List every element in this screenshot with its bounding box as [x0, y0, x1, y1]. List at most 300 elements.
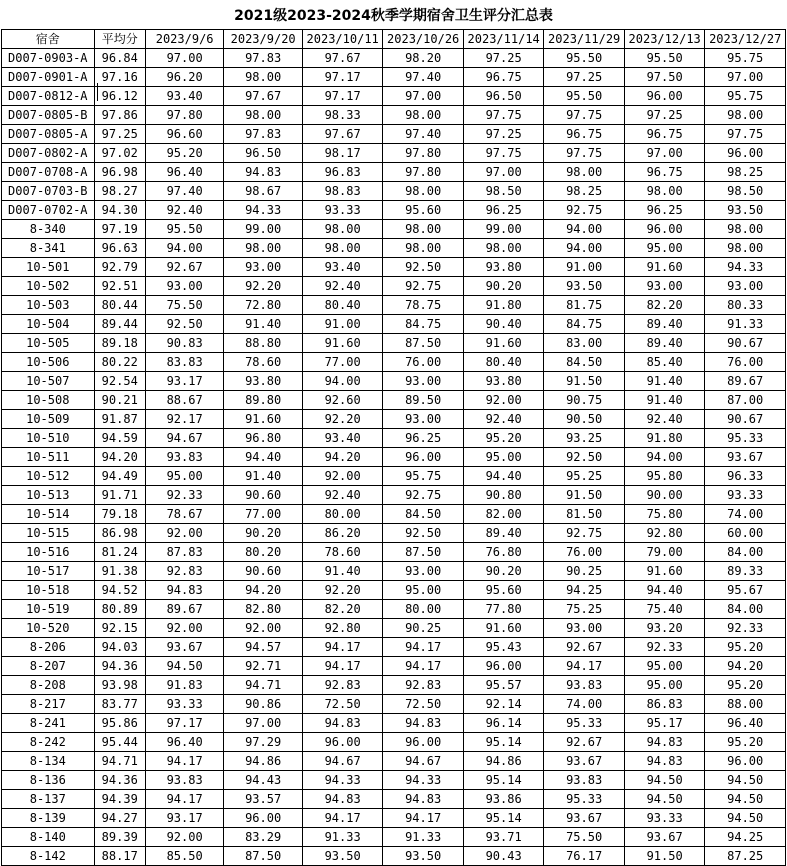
- score-cell[interactable]: 91.60: [624, 562, 705, 581]
- score-cell[interactable]: 94.50: [705, 771, 786, 790]
- score-cell[interactable]: 92.75: [544, 524, 625, 543]
- average-cell[interactable]: 94.39: [94, 790, 145, 809]
- score-cell[interactable]: 94.83: [224, 163, 303, 182]
- score-cell[interactable]: 95.20: [705, 638, 786, 657]
- average-cell[interactable]: 79.18: [94, 505, 145, 524]
- dorm-cell[interactable]: 8-140: [2, 828, 95, 847]
- score-cell[interactable]: 95.00: [383, 581, 464, 600]
- score-cell[interactable]: 92.75: [383, 277, 464, 296]
- score-cell[interactable]: 90.86: [224, 695, 303, 714]
- average-cell[interactable]: 95.86: [94, 714, 145, 733]
- score-cell[interactable]: 93.67: [145, 638, 224, 657]
- score-cell[interactable]: 95.50: [544, 49, 625, 68]
- score-cell[interactable]: 84.75: [383, 315, 464, 334]
- score-cell[interactable]: 96.75: [463, 68, 544, 87]
- score-cell[interactable]: 91.80: [624, 429, 705, 448]
- score-cell[interactable]: 94.83: [302, 790, 383, 809]
- average-cell[interactable]: 80.44: [94, 296, 145, 315]
- score-cell[interactable]: 94.17: [145, 790, 224, 809]
- score-cell[interactable]: 78.60: [302, 543, 383, 562]
- score-cell[interactable]: 82.00: [463, 505, 544, 524]
- score-cell[interactable]: 92.40: [463, 410, 544, 429]
- dorm-cell[interactable]: D007-0901-A: [2, 68, 95, 87]
- score-cell[interactable]: 80.00: [302, 505, 383, 524]
- score-cell[interactable]: 91.40: [302, 562, 383, 581]
- score-cell[interactable]: 94.83: [145, 581, 224, 600]
- average-cell[interactable]: 97.25: [94, 125, 145, 144]
- score-cell[interactable]: 96.83: [302, 163, 383, 182]
- score-cell[interactable]: 89.50: [383, 391, 464, 410]
- score-cell[interactable]: 90.75: [544, 391, 625, 410]
- score-cell[interactable]: 94.40: [624, 581, 705, 600]
- score-cell[interactable]: 92.80: [624, 524, 705, 543]
- score-cell[interactable]: 75.25: [544, 600, 625, 619]
- score-cell[interactable]: 94.20: [302, 448, 383, 467]
- score-cell[interactable]: 93.00: [705, 277, 786, 296]
- dorm-cell[interactable]: 10-502: [2, 277, 95, 296]
- score-cell[interactable]: 91.50: [544, 372, 625, 391]
- score-cell[interactable]: 97.83: [224, 49, 303, 68]
- score-cell[interactable]: 95.20: [705, 676, 786, 695]
- dorm-cell[interactable]: 8-241: [2, 714, 95, 733]
- score-cell[interactable]: 91.33: [705, 315, 786, 334]
- score-cell[interactable]: 82.20: [624, 296, 705, 315]
- score-cell[interactable]: 95.60: [463, 581, 544, 600]
- header-average[interactable]: 平均分: [94, 30, 145, 49]
- score-cell[interactable]: 96.40: [705, 714, 786, 733]
- score-cell[interactable]: 98.83: [302, 182, 383, 201]
- dorm-cell[interactable]: 10-503: [2, 296, 95, 315]
- score-cell[interactable]: 96.20: [145, 68, 224, 87]
- dorm-cell[interactable]: D007-0805-B: [2, 106, 95, 125]
- score-cell[interactable]: 94.83: [302, 714, 383, 733]
- score-cell[interactable]: 95.00: [624, 239, 705, 258]
- score-cell[interactable]: 97.00: [463, 163, 544, 182]
- header-date-2[interactable]: 2023/9/20: [224, 30, 303, 49]
- dorm-cell[interactable]: 8-136: [2, 771, 95, 790]
- score-cell[interactable]: 96.00: [383, 448, 464, 467]
- score-cell[interactable]: 96.33: [705, 467, 786, 486]
- score-cell[interactable]: 98.00: [302, 239, 383, 258]
- score-cell[interactable]: 98.50: [705, 182, 786, 201]
- score-cell[interactable]: 96.80: [224, 429, 303, 448]
- score-cell[interactable]: 93.71: [463, 828, 544, 847]
- dorm-cell[interactable]: 10-501: [2, 258, 95, 277]
- score-cell[interactable]: 88.67: [145, 391, 224, 410]
- score-cell[interactable]: 74.00: [705, 505, 786, 524]
- score-cell[interactable]: 98.20: [383, 49, 464, 68]
- score-cell[interactable]: 96.75: [624, 163, 705, 182]
- average-cell[interactable]: 91.38: [94, 562, 145, 581]
- score-cell[interactable]: 95.50: [544, 87, 625, 106]
- score-cell[interactable]: 94.00: [145, 239, 224, 258]
- score-cell[interactable]: 84.75: [544, 315, 625, 334]
- average-cell[interactable]: 94.20: [94, 448, 145, 467]
- average-cell[interactable]: 94.52: [94, 581, 145, 600]
- score-cell[interactable]: 95.25: [544, 467, 625, 486]
- score-cell[interactable]: 89.67: [145, 600, 224, 619]
- score-cell[interactable]: 93.57: [224, 790, 303, 809]
- score-cell[interactable]: 97.75: [544, 106, 625, 125]
- dorm-cell[interactable]: 8-137: [2, 790, 95, 809]
- score-cell[interactable]: 84.00: [705, 543, 786, 562]
- score-cell[interactable]: 98.00: [624, 182, 705, 201]
- dorm-cell[interactable]: 10-510: [2, 429, 95, 448]
- score-cell[interactable]: 96.25: [383, 429, 464, 448]
- score-cell[interactable]: 98.17: [302, 144, 383, 163]
- average-cell[interactable]: 92.54: [94, 372, 145, 391]
- score-cell[interactable]: 93.80: [463, 258, 544, 277]
- score-cell[interactable]: 92.17: [145, 410, 224, 429]
- dorm-cell[interactable]: 10-517: [2, 562, 95, 581]
- score-cell[interactable]: 92.20: [302, 410, 383, 429]
- average-cell[interactable]: 94.36: [94, 657, 145, 676]
- score-cell[interactable]: 92.67: [145, 258, 224, 277]
- score-cell[interactable]: 96.14: [463, 714, 544, 733]
- score-cell[interactable]: 98.00: [383, 220, 464, 239]
- score-cell[interactable]: 92.14: [463, 695, 544, 714]
- score-cell[interactable]: 92.20: [302, 581, 383, 600]
- score-cell[interactable]: 97.75: [544, 144, 625, 163]
- score-cell[interactable]: 93.00: [624, 277, 705, 296]
- score-cell[interactable]: 98.00: [705, 239, 786, 258]
- score-cell[interactable]: 93.33: [705, 486, 786, 505]
- dorm-cell[interactable]: 10-505: [2, 334, 95, 353]
- score-cell[interactable]: 98.00: [705, 106, 786, 125]
- score-cell[interactable]: 96.25: [624, 201, 705, 220]
- score-cell[interactable]: 80.40: [302, 296, 383, 315]
- dorm-cell[interactable]: D007-0805-A: [2, 125, 95, 144]
- score-cell[interactable]: 93.33: [302, 201, 383, 220]
- average-cell[interactable]: 81.24: [94, 543, 145, 562]
- average-cell[interactable]: 97.19: [94, 220, 145, 239]
- score-cell[interactable]: 92.50: [383, 258, 464, 277]
- score-cell[interactable]: 97.00: [705, 68, 786, 87]
- score-cell[interactable]: 97.40: [383, 125, 464, 144]
- score-cell[interactable]: 93.33: [624, 809, 705, 828]
- score-cell[interactable]: 94.86: [463, 752, 544, 771]
- average-cell[interactable]: 94.30: [94, 201, 145, 220]
- average-cell[interactable]: 94.71: [94, 752, 145, 771]
- score-cell[interactable]: 95.00: [624, 657, 705, 676]
- score-cell[interactable]: 80.00: [383, 600, 464, 619]
- header-date-5[interactable]: 2023/11/14: [463, 30, 544, 49]
- score-cell[interactable]: 94.17: [302, 638, 383, 657]
- score-cell[interactable]: 95.60: [383, 201, 464, 220]
- score-cell[interactable]: 75.50: [544, 828, 625, 847]
- score-cell[interactable]: 98.00: [463, 239, 544, 258]
- score-cell[interactable]: 94.17: [383, 657, 464, 676]
- score-cell[interactable]: 95.00: [624, 676, 705, 695]
- score-cell[interactable]: 91.33: [383, 828, 464, 847]
- score-cell[interactable]: 95.14: [463, 809, 544, 828]
- score-cell[interactable]: 91.60: [463, 619, 544, 638]
- score-cell[interactable]: 93.80: [224, 372, 303, 391]
- score-cell[interactable]: 76.80: [463, 543, 544, 562]
- score-cell[interactable]: 97.75: [705, 125, 786, 144]
- score-cell[interactable]: 93.00: [383, 562, 464, 581]
- score-cell[interactable]: 94.43: [224, 771, 303, 790]
- score-cell[interactable]: 95.00: [145, 467, 224, 486]
- score-cell[interactable]: 93.00: [145, 277, 224, 296]
- score-cell[interactable]: 92.50: [145, 315, 224, 334]
- score-cell[interactable]: 97.67: [224, 87, 303, 106]
- score-cell[interactable]: 94.71: [224, 676, 303, 695]
- dorm-cell[interactable]: D007-0812-A: [2, 87, 95, 106]
- average-cell[interactable]: 91.71: [94, 486, 145, 505]
- score-cell[interactable]: 94.17: [302, 809, 383, 828]
- score-cell[interactable]: 93.00: [224, 258, 303, 277]
- dorm-cell[interactable]: 10-512: [2, 467, 95, 486]
- score-cell[interactable]: 99.00: [463, 220, 544, 239]
- score-cell[interactable]: 90.83: [145, 334, 224, 353]
- score-cell[interactable]: 94.50: [705, 790, 786, 809]
- score-cell[interactable]: 93.80: [463, 372, 544, 391]
- score-cell[interactable]: 96.00: [302, 733, 383, 752]
- score-cell[interactable]: 93.83: [544, 771, 625, 790]
- score-cell[interactable]: 93.17: [145, 809, 224, 828]
- score-cell[interactable]: 94.57: [224, 638, 303, 657]
- score-cell[interactable]: 80.33: [705, 296, 786, 315]
- score-cell[interactable]: 92.60: [302, 391, 383, 410]
- score-cell[interactable]: 90.20: [224, 524, 303, 543]
- header-date-4[interactable]: 2023/10/26: [383, 30, 464, 49]
- score-cell[interactable]: 90.40: [463, 315, 544, 334]
- score-cell[interactable]: 92.00: [145, 828, 224, 847]
- score-cell[interactable]: 92.00: [145, 619, 224, 638]
- average-cell[interactable]: 92.51: [94, 277, 145, 296]
- score-cell[interactable]: 95.20: [705, 733, 786, 752]
- score-cell[interactable]: 94.17: [383, 809, 464, 828]
- dorm-cell[interactable]: 10-511: [2, 448, 95, 467]
- score-cell[interactable]: 98.00: [224, 68, 303, 87]
- score-cell[interactable]: 95.80: [624, 467, 705, 486]
- average-cell[interactable]: 96.84: [94, 49, 145, 68]
- score-cell[interactable]: 77.00: [302, 353, 383, 372]
- score-cell[interactable]: 93.33: [145, 695, 224, 714]
- score-cell[interactable]: 93.40: [145, 87, 224, 106]
- score-cell[interactable]: 98.50: [463, 182, 544, 201]
- average-cell[interactable]: 94.49: [94, 467, 145, 486]
- score-cell[interactable]: 94.17: [383, 638, 464, 657]
- score-cell[interactable]: 96.50: [224, 144, 303, 163]
- score-cell[interactable]: 93.83: [145, 771, 224, 790]
- score-cell[interactable]: 91.60: [302, 334, 383, 353]
- score-cell[interactable]: 90.80: [463, 486, 544, 505]
- score-cell[interactable]: 95.57: [463, 676, 544, 695]
- score-cell[interactable]: 95.67: [705, 581, 786, 600]
- dorm-cell[interactable]: 8-139: [2, 809, 95, 828]
- dorm-cell[interactable]: D007-0708-A: [2, 163, 95, 182]
- score-cell[interactable]: 94.00: [624, 448, 705, 467]
- score-cell[interactable]: 76.17: [544, 847, 625, 866]
- score-cell[interactable]: 87.83: [145, 543, 224, 562]
- score-cell[interactable]: 91.60: [224, 410, 303, 429]
- score-cell[interactable]: 94.83: [383, 714, 464, 733]
- average-cell[interactable]: 94.59: [94, 429, 145, 448]
- score-cell[interactable]: 97.80: [145, 106, 224, 125]
- dorm-cell[interactable]: 10-520: [2, 619, 95, 638]
- header-date-6[interactable]: 2023/11/29: [544, 30, 625, 49]
- average-cell[interactable]: 97.02: [94, 144, 145, 163]
- score-cell[interactable]: 95.75: [383, 467, 464, 486]
- score-cell[interactable]: 95.75: [705, 87, 786, 106]
- dorm-cell[interactable]: 10-506: [2, 353, 95, 372]
- score-cell[interactable]: 97.67: [302, 49, 383, 68]
- score-cell[interactable]: 98.00: [302, 220, 383, 239]
- score-cell[interactable]: 93.83: [145, 448, 224, 467]
- score-cell[interactable]: 90.60: [224, 486, 303, 505]
- score-cell[interactable]: 95.33: [705, 429, 786, 448]
- score-cell[interactable]: 91.60: [624, 258, 705, 277]
- dorm-cell[interactable]: 8-134: [2, 752, 95, 771]
- average-cell[interactable]: 92.79: [94, 258, 145, 277]
- score-cell[interactable]: 97.40: [145, 182, 224, 201]
- score-cell[interactable]: 98.00: [705, 220, 786, 239]
- score-cell[interactable]: 94.83: [383, 790, 464, 809]
- score-cell[interactable]: 96.40: [145, 733, 224, 752]
- score-cell[interactable]: 82.80: [224, 600, 303, 619]
- score-cell[interactable]: 92.40: [145, 201, 224, 220]
- score-cell[interactable]: 90.67: [705, 334, 786, 353]
- sheet-title[interactable]: 2021级2023-2024秋季学期宿舍卫生评分汇总表: [1, 1, 786, 30]
- score-cell[interactable]: 94.20: [705, 657, 786, 676]
- score-cell[interactable]: 94.86: [224, 752, 303, 771]
- score-cell[interactable]: 91.00: [302, 315, 383, 334]
- score-cell[interactable]: 92.00: [302, 467, 383, 486]
- score-cell[interactable]: 94.67: [383, 752, 464, 771]
- score-cell[interactable]: 94.50: [705, 809, 786, 828]
- score-cell[interactable]: 86.83: [624, 695, 705, 714]
- dorm-cell[interactable]: 10-504: [2, 315, 95, 334]
- average-cell[interactable]: 83.77: [94, 695, 145, 714]
- score-cell[interactable]: 98.00: [383, 239, 464, 258]
- score-cell[interactable]: 93.50: [383, 847, 464, 866]
- score-cell[interactable]: 94.83: [624, 752, 705, 771]
- score-cell[interactable]: 94.40: [463, 467, 544, 486]
- score-cell[interactable]: 90.67: [705, 410, 786, 429]
- score-cell[interactable]: 90.25: [383, 619, 464, 638]
- score-cell[interactable]: 97.80: [383, 163, 464, 182]
- score-cell[interactable]: 94.25: [705, 828, 786, 847]
- average-cell[interactable]: 97.86: [94, 106, 145, 125]
- score-cell[interactable]: 96.00: [463, 657, 544, 676]
- dorm-cell[interactable]: D007-0802-A: [2, 144, 95, 163]
- score-cell[interactable]: 91.40: [624, 372, 705, 391]
- score-cell[interactable]: 85.50: [145, 847, 224, 866]
- score-cell[interactable]: 83.83: [145, 353, 224, 372]
- header-date-7[interactable]: 2023/12/13: [624, 30, 705, 49]
- average-cell[interactable]: 94.03: [94, 638, 145, 657]
- average-cell[interactable]: 94.27: [94, 809, 145, 828]
- score-cell[interactable]: 81.50: [544, 505, 625, 524]
- average-cell[interactable]: 86.98: [94, 524, 145, 543]
- score-cell[interactable]: 94.25: [544, 581, 625, 600]
- score-cell[interactable]: 92.40: [624, 410, 705, 429]
- score-cell[interactable]: 93.00: [383, 410, 464, 429]
- score-cell[interactable]: 94.20: [224, 581, 303, 600]
- score-cell[interactable]: 90.20: [463, 277, 544, 296]
- score-cell[interactable]: 97.00: [383, 87, 464, 106]
- score-cell[interactable]: 75.40: [624, 600, 705, 619]
- dorm-cell[interactable]: 8-207: [2, 657, 95, 676]
- score-cell[interactable]: 94.50: [624, 771, 705, 790]
- score-cell[interactable]: 89.40: [463, 524, 544, 543]
- score-cell[interactable]: 72.50: [302, 695, 383, 714]
- score-cell[interactable]: 94.00: [544, 220, 625, 239]
- score-cell[interactable]: 92.83: [145, 562, 224, 581]
- score-cell[interactable]: 92.00: [145, 524, 224, 543]
- score-cell[interactable]: 75.80: [624, 505, 705, 524]
- score-cell[interactable]: 95.33: [544, 790, 625, 809]
- header-dorm[interactable]: 宿舍: [2, 30, 95, 49]
- score-cell[interactable]: 94.67: [302, 752, 383, 771]
- score-cell[interactable]: 97.25: [624, 106, 705, 125]
- score-cell[interactable]: 92.50: [544, 448, 625, 467]
- score-cell[interactable]: 87.50: [383, 543, 464, 562]
- score-cell[interactable]: 92.33: [624, 638, 705, 657]
- score-cell[interactable]: 77.80: [463, 600, 544, 619]
- score-cell[interactable]: 89.40: [624, 315, 705, 334]
- score-cell[interactable]: 93.67: [624, 828, 705, 847]
- dorm-cell[interactable]: 10-518: [2, 581, 95, 600]
- score-cell[interactable]: 89.40: [624, 334, 705, 353]
- score-cell[interactable]: 93.40: [302, 429, 383, 448]
- score-cell[interactable]: 84.00: [705, 600, 786, 619]
- score-cell[interactable]: 84.50: [544, 353, 625, 372]
- dorm-cell[interactable]: D007-0702-A: [2, 201, 95, 220]
- score-cell[interactable]: 98.00: [383, 106, 464, 125]
- average-cell[interactable]: 88.17: [94, 847, 145, 866]
- score-cell[interactable]: 93.50: [705, 201, 786, 220]
- score-cell[interactable]: 84.50: [383, 505, 464, 524]
- score-cell[interactable]: 93.86: [463, 790, 544, 809]
- score-cell[interactable]: 60.00: [705, 524, 786, 543]
- score-cell[interactable]: 92.83: [302, 676, 383, 695]
- score-cell[interactable]: 76.00: [544, 543, 625, 562]
- dorm-cell[interactable]: 8-217: [2, 695, 95, 714]
- score-cell[interactable]: 94.00: [544, 239, 625, 258]
- score-cell[interactable]: 89.33: [705, 562, 786, 581]
- score-cell[interactable]: 97.00: [145, 49, 224, 68]
- average-cell[interactable]: 91.87: [94, 410, 145, 429]
- score-cell[interactable]: 91.80: [463, 296, 544, 315]
- score-cell[interactable]: 95.00: [463, 448, 544, 467]
- score-cell[interactable]: 95.20: [145, 144, 224, 163]
- score-cell[interactable]: 97.40: [383, 68, 464, 87]
- score-cell[interactable]: 97.00: [624, 144, 705, 163]
- score-cell[interactable]: 80.20: [224, 543, 303, 562]
- dorm-cell[interactable]: 10-513: [2, 486, 95, 505]
- score-cell[interactable]: 91.50: [544, 486, 625, 505]
- score-cell[interactable]: 93.50: [544, 277, 625, 296]
- score-cell[interactable]: 97.67: [302, 125, 383, 144]
- average-cell[interactable]: 89.18: [94, 334, 145, 353]
- score-cell[interactable]: 89.67: [705, 372, 786, 391]
- score-cell[interactable]: 93.83: [544, 676, 625, 695]
- score-cell[interactable]: 95.50: [145, 220, 224, 239]
- average-cell[interactable]: 90.21: [94, 391, 145, 410]
- score-cell[interactable]: 96.25: [463, 201, 544, 220]
- score-cell[interactable]: 94.40: [224, 448, 303, 467]
- score-cell[interactable]: 90.20: [463, 562, 544, 581]
- header-date-3[interactable]: 2023/10/11: [302, 30, 383, 49]
- dorm-cell[interactable]: 10-515: [2, 524, 95, 543]
- score-cell[interactable]: 95.43: [463, 638, 544, 657]
- dorm-cell[interactable]: D007-0703-B: [2, 182, 95, 201]
- score-cell[interactable]: 92.40: [302, 277, 383, 296]
- score-cell[interactable]: 94.33: [302, 771, 383, 790]
